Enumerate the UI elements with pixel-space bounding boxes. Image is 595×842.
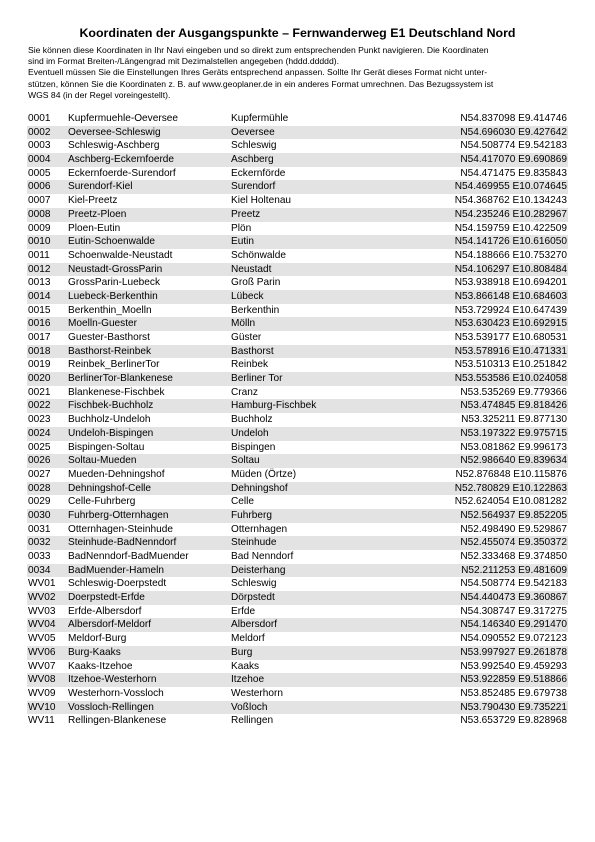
row-place: Erfde: [231, 605, 256, 617]
row-id: 0003: [28, 140, 51, 152]
row-coordinates: N54.159759 E10.422509: [454, 222, 567, 234]
row-place: Dörpstedt: [231, 592, 275, 604]
row-route: Otternhagen-Steinhude: [68, 523, 173, 535]
table-row: [27, 673, 568, 687]
table-row: [27, 126, 568, 140]
row-place: Neustadt: [231, 263, 272, 275]
row-route: Meldorf-Burg: [68, 633, 127, 645]
row-id: 0010: [28, 236, 51, 248]
row-id: WV08: [28, 674, 56, 686]
row-coordinates: N53.997927 E9.261878: [460, 646, 567, 658]
row-route: Reinbek_BerlinerTor: [68, 359, 160, 371]
row-place: Plön: [231, 222, 252, 234]
row-route: Moelln-Guester: [68, 318, 138, 330]
row-coordinates: N54.141726 E10.616050: [454, 236, 567, 248]
table-row: [27, 194, 568, 208]
row-route: Itzehoe-Westerhorn: [68, 674, 157, 686]
row-place: Deisterhang: [231, 564, 286, 576]
row-coordinates: N53.922859 E9.518866: [460, 674, 567, 686]
row-coordinates: N53.578916 E10.471331: [454, 345, 567, 357]
row-id: 0025: [28, 441, 51, 453]
row-coordinates: N53.197322 E9.975715: [460, 427, 567, 439]
row-place: Aschberg: [231, 154, 274, 166]
table-row: [27, 386, 568, 400]
row-coordinates: N53.081862 E9.996173: [460, 441, 567, 453]
row-route: Schleswig-Aschberg: [68, 140, 160, 152]
table-row: [27, 208, 568, 222]
row-place: Berliner Tor: [231, 373, 283, 385]
row-route: BerlinerTor-Blankenese: [68, 373, 173, 385]
table-row: [27, 222, 568, 236]
row-id: 0032: [28, 537, 51, 549]
table-row: [27, 495, 568, 509]
table-row: [27, 509, 568, 523]
page-title: Koordinaten der Ausgangspunkte – Fernwanderweg E1 Deutschland Nord: [79, 26, 516, 40]
row-route: Buchholz-Undeloh: [68, 414, 151, 426]
table-row: [27, 618, 568, 632]
row-id: WV05: [28, 633, 56, 645]
table-row: [27, 701, 568, 715]
table-row: [27, 304, 568, 318]
row-coordinates: N53.535269 E9.779366: [460, 386, 567, 398]
row-place: Schleswig: [231, 140, 277, 152]
table-row: [27, 358, 568, 372]
row-coordinates: N54.837098 E9.414746: [460, 113, 567, 124]
intro-line: Eventuell müssen Sie die Einstellungen Ihres Geräts entsprechend anpassen. Sollte Ihr Gerät dieses Format nicht unter-: [28, 67, 488, 78]
row-coordinates: N52.780829 E10.122863: [454, 482, 567, 494]
row-coordinates: N53.790430 E9.735221: [460, 701, 567, 713]
row-coordinates: N54.368762 E10.134243: [454, 195, 567, 207]
row-place: Soltau: [231, 455, 260, 467]
table-row: [27, 591, 568, 605]
row-coordinates: N52.333468 E9.374850: [460, 551, 567, 562]
row-route: Mueden-Dehningshof: [68, 468, 165, 480]
table-row: [27, 646, 568, 660]
row-id: 0016: [28, 318, 51, 330]
row-coordinates: N54.440473 E9.360867: [460, 592, 567, 604]
row-place: Dehningshof: [231, 482, 288, 494]
row-id: WV03: [28, 605, 56, 617]
row-route: BadNenndorf-BadMuender: [68, 551, 189, 562]
table-row: [27, 180, 568, 194]
row-coordinates: N53.729924 E10.647439: [454, 304, 567, 316]
row-id: 0030: [28, 509, 51, 521]
row-route: Neustadt-GrossParin: [68, 263, 163, 275]
row-id: 0014: [28, 290, 51, 302]
row-route: Schleswig-Doerpstedt: [68, 578, 167, 590]
row-route: BadMuender-Hameln: [68, 564, 164, 576]
table-row: [27, 399, 568, 413]
row-route: Eckernfoerde-Surendorf: [68, 167, 176, 179]
row-coordinates: N53.630423 E10.692915: [454, 318, 567, 330]
table-row: [27, 345, 568, 359]
row-coordinates: N53.325211 E9.877130: [461, 414, 567, 426]
table-row: [27, 263, 568, 277]
row-id: 0004: [28, 154, 51, 166]
row-route: Steinhude-BadNenndorf: [68, 537, 177, 549]
row-place: Müden (Örtze): [231, 468, 297, 480]
row-coordinates: N53.653729 E9.828968: [460, 715, 567, 727]
row-route: Dehningshof-Celle: [68, 482, 152, 494]
row-coordinates: N53.852485 E9.679738: [460, 687, 567, 699]
row-coordinates: N53.938918 E10.694201: [454, 277, 567, 289]
row-id: 0028: [28, 482, 51, 494]
row-route: Soltau-Mueden: [68, 455, 137, 467]
row-coordinates: N54.090552 E9.072123: [460, 633, 567, 645]
row-place: Eckernförde: [231, 167, 286, 179]
row-place: Lübeck: [231, 290, 264, 302]
table-row: [27, 167, 568, 181]
row-place: Albersdorf: [231, 619, 278, 631]
row-id: 0002: [28, 126, 51, 138]
row-id: 0001: [28, 113, 51, 124]
row-id: 0034: [28, 564, 51, 576]
row-place: Bad Nenndorf: [231, 551, 294, 562]
row-id: WV01: [28, 578, 56, 590]
row-coordinates: N52.986640 E9.839634: [460, 455, 567, 467]
row-id: 0026: [28, 455, 51, 467]
row-place: Burg: [231, 646, 253, 658]
row-place: Preetz: [231, 208, 261, 220]
row-route: Kaaks-Itzehoe: [68, 660, 133, 672]
row-id: 0015: [28, 304, 51, 316]
row-id: 0021: [28, 386, 51, 398]
row-place: Mölln: [231, 318, 256, 330]
intro-line: WGS 84 (in der Regel voreingestellt).: [28, 89, 171, 100]
table-row: [27, 577, 568, 591]
table-row: [27, 523, 568, 537]
row-route: Bispingen-Soltau: [68, 441, 145, 453]
row-place: Schönwalde: [231, 249, 286, 261]
row-id: WV02: [28, 592, 56, 604]
row-place: Cranz: [231, 386, 258, 398]
row-id: 0033: [28, 551, 51, 562]
row-place: Reinbek: [231, 359, 269, 371]
row-place: Celle: [231, 496, 255, 508]
row-id: 0005: [28, 167, 51, 179]
row-id: 0017: [28, 332, 51, 343]
table-row: [27, 687, 568, 701]
row-place: Kiel Holtenau: [231, 195, 292, 207]
table-row: [27, 413, 568, 427]
row-id: 0013: [28, 277, 51, 289]
row-id: 0007: [28, 195, 51, 207]
row-route: Westerhorn-Vossloch: [68, 687, 164, 699]
table-row: [27, 153, 568, 167]
row-id: WV09: [28, 687, 56, 699]
row-coordinates: N54.188666 E10.753270: [454, 249, 567, 261]
row-place: Westerhorn: [231, 687, 283, 699]
row-route: Fischbek-Buchholz: [68, 400, 154, 412]
row-place: Berkenthin: [231, 304, 280, 316]
row-place: Kaaks: [231, 660, 260, 672]
row-coordinates: N53.539177 E10.680531: [454, 332, 567, 343]
row-route: GrossParin-Luebeck: [68, 277, 161, 289]
table-row: [27, 441, 568, 455]
table-row: [27, 235, 568, 249]
table-row: [27, 290, 568, 304]
row-route: Erfde-Albersdorf: [68, 605, 142, 617]
row-place: Hamburg-Fischbek: [231, 400, 317, 412]
row-route: Vossloch-Rellingen: [68, 701, 154, 713]
table-row: [27, 276, 568, 290]
row-coordinates: N54.508774 E9.542183: [460, 140, 567, 152]
row-route: Guester-Basthorst: [68, 332, 150, 343]
table-row: [27, 482, 568, 496]
row-route: Blankenese-Fischbek: [68, 386, 165, 398]
row-id: 0009: [28, 222, 51, 234]
row-coordinates: N54.308747 E9.317275: [460, 605, 567, 617]
row-route: Undeloh-Bispingen: [68, 427, 154, 439]
table-row: [27, 112, 568, 126]
row-id: 0012: [28, 263, 51, 275]
row-place: Groß Parin: [231, 277, 281, 289]
row-place: Schleswig: [231, 578, 277, 590]
row-place: Fuhrberg: [231, 509, 272, 521]
table-row: [27, 660, 568, 674]
intro-line: sind im Format Breiten-/Längengrad mit Dezimalstellen angegeben (hddd.ddddd).: [28, 56, 339, 67]
row-coordinates: N54.508774 E9.542183: [460, 578, 567, 590]
row-id: 0019: [28, 359, 51, 371]
table-row: [27, 249, 568, 263]
intro-line: stützen, können Sie die Koordinaten z. B. auf www.geoplaner.de in ein anderes Format umrechnen. Das Bezugssystem ist: [28, 78, 494, 89]
table-row: [27, 372, 568, 386]
row-id: 0029: [28, 496, 51, 508]
row-route: Aschberg-Eckernfoerde: [68, 154, 175, 166]
row-place: Güster: [231, 332, 262, 343]
coordinates-table: [27, 112, 568, 728]
table-row: [27, 536, 568, 550]
table-row: [27, 331, 568, 345]
row-place: Rellingen: [231, 715, 274, 727]
row-id: 0006: [28, 181, 51, 193]
row-id: 0011: [28, 249, 50, 261]
table-row: [27, 454, 568, 468]
row-place: Otternhagen: [231, 523, 288, 535]
row-place: Kupfermühle: [231, 113, 289, 124]
row-place: Eutin: [231, 236, 255, 248]
table-row: [27, 714, 568, 728]
row-coordinates: N54.146340 E9.291470: [460, 619, 567, 631]
row-coordinates: N54.417070 E9.690869: [460, 154, 567, 166]
row-coordinates: N52.624054 E10.081282: [454, 496, 567, 508]
row-id: 0027: [28, 468, 51, 480]
row-id: 0018: [28, 345, 51, 357]
row-place: Oeversee: [231, 126, 275, 138]
table-row: [27, 550, 568, 564]
table-row: [27, 468, 568, 482]
intro-text: [28, 45, 568, 101]
row-place: Meldorf: [231, 633, 265, 645]
row-coordinates: N54.235246 E10.282967: [454, 208, 567, 220]
row-route: Doerpstedt-Erfde: [68, 592, 145, 604]
row-route: Basthorst-Reinbek: [68, 345, 152, 357]
row-id: WV04: [28, 619, 56, 631]
row-place: Bispingen: [231, 441, 276, 453]
row-coordinates: N52.564937 E9.852205: [460, 509, 567, 521]
row-place: Basthorst: [231, 345, 274, 357]
row-route: Luebeck-Berkenthin: [68, 290, 158, 302]
table-row: [27, 317, 568, 331]
row-coordinates: N54.471475 E9.835843: [460, 167, 567, 179]
row-route: Fuhrberg-Otternhagen: [68, 509, 169, 521]
row-coordinates: N52.876848 E10.115876: [455, 468, 567, 480]
row-route: Berkenthin_Moelln: [68, 304, 152, 316]
row-coordinates: N52.211253 E9.481609: [461, 564, 567, 576]
row-route: Oeversee-Schleswig: [68, 126, 161, 138]
row-route: Preetz-Ploen: [68, 208, 127, 220]
row-route: Burg-Kaaks: [68, 646, 121, 658]
row-coordinates: N54.106297 E10.808484: [454, 263, 567, 275]
row-route: Schoenwalde-Neustadt: [68, 249, 173, 261]
row-coordinates: N53.510313 E10.251842: [454, 359, 567, 371]
row-route: Kupfermuehle-Oeversee: [68, 113, 178, 124]
row-id: 0023: [28, 414, 51, 426]
row-coordinates: N53.866148 E10.684603: [454, 290, 567, 302]
table-row: [27, 605, 568, 619]
row-place: Undeloh: [231, 427, 269, 439]
row-place: Itzehoe: [231, 674, 265, 686]
row-place: Surendorf: [231, 181, 276, 193]
row-place: Buchholz: [231, 414, 273, 426]
row-id: WV07: [28, 660, 56, 672]
row-id: 0024: [28, 427, 51, 439]
row-route: Ploen-Eutin: [68, 222, 121, 234]
row-coordinates: N52.498490 E9.529867: [460, 523, 567, 535]
row-id: WV10: [28, 701, 56, 713]
row-route: Celle-Fuhrberg: [68, 496, 136, 508]
row-id: WV11: [28, 715, 55, 727]
row-route: Eutin-Schoenwalde: [68, 236, 155, 248]
row-id: 0022: [28, 400, 51, 412]
row-route: Surendorf-Kiel: [68, 181, 133, 193]
row-coordinates: N54.696030 E9.427642: [460, 126, 567, 138]
table-row: [27, 632, 568, 646]
row-id: WV06: [28, 646, 56, 658]
row-coordinates: N53.992540 E9.459293: [460, 660, 567, 672]
table-row: [27, 427, 568, 441]
row-coordinates: N52.455074 E9.350372: [460, 537, 567, 549]
row-place: Steinhude: [231, 537, 277, 549]
row-id: 0031: [28, 523, 51, 535]
row-coordinates: N53.553586 E10.024058: [454, 373, 567, 385]
row-coordinates: N54.469955 E10.074645: [454, 181, 567, 193]
row-route: Albersdorf-Meldorf: [68, 619, 152, 631]
intro-line: Sie können diese Koordinaten in Ihr Navi eingeben und so direkt zum entsprechenden Punkt navigieren. Die Koordinaten: [28, 45, 489, 55]
row-id: 0020: [28, 373, 51, 385]
row-place: Voßloch: [231, 701, 268, 713]
row-id: 0008: [28, 208, 51, 220]
row-route: Rellingen-Blankenese: [68, 715, 167, 727]
table-row: [27, 139, 568, 153]
row-coordinates: N53.474845 E9.818426: [460, 400, 567, 412]
row-route: Kiel-Preetz: [68, 195, 118, 207]
table-row: [27, 564, 568, 578]
